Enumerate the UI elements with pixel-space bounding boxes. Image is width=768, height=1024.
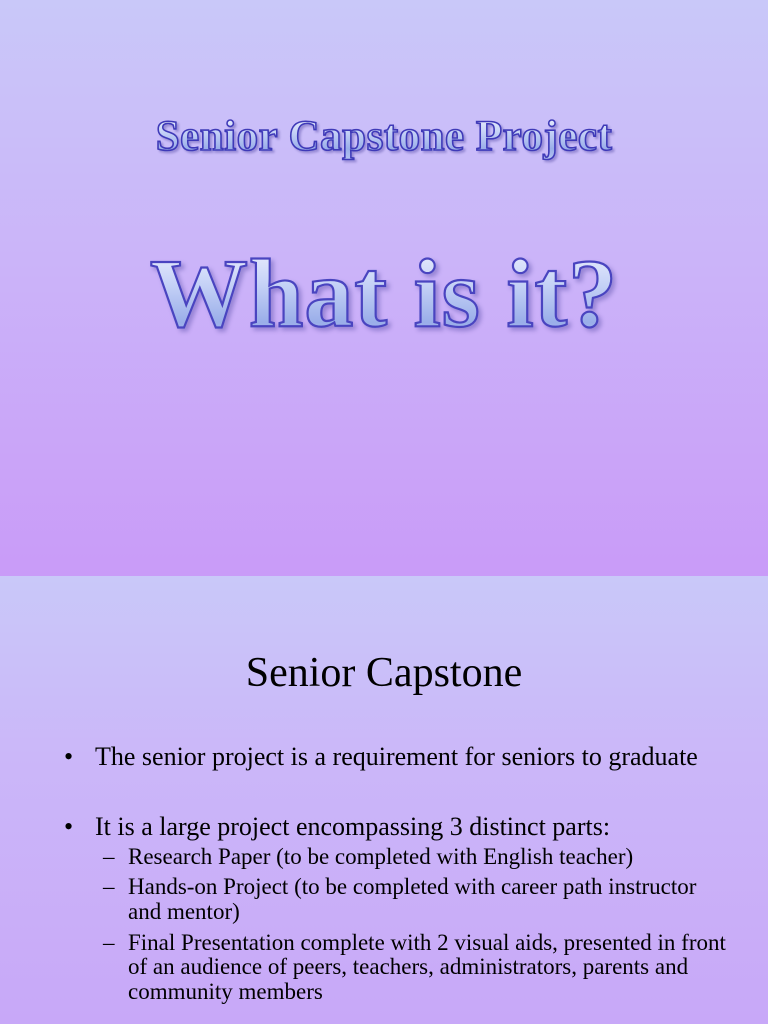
bullet-icon: •: [64, 742, 74, 771]
sub-bullet-text: Hands-on Project (to be completed with career path instructor and mentor): [128, 874, 697, 924]
dash-icon: –: [103, 874, 115, 900]
sub-bullet-text: Final Presentation complete with 2 visual aids, presented in front of an audience of peers, teachers, administrators, parents and community members: [128, 929, 726, 1004]
sub-bullet-item: [95, 845, 728, 870]
bullet-item: [0, 812, 768, 1005]
sub-bullet-list: [95, 845, 728, 1005]
sub-bullet-item: [95, 875, 728, 924]
slide-2-title: Senior Capstone: [245, 650, 523, 696]
dash-icon: –: [103, 843, 115, 869]
bullet-icon: •: [64, 811, 74, 841]
wordart-subtitle: Senior Capstone Project: [0, 112, 768, 161]
bullet-text: The senior project is a requirement for seniors to graduate: [95, 742, 698, 771]
dash-icon: –: [103, 929, 115, 955]
wordart-title: What is it?: [0, 238, 768, 350]
bullet-item: [0, 742, 768, 772]
bullet-text: It is a large project encompassing 3 distinct parts:: [95, 811, 611, 841]
sub-bullet-text: Research Paper (to be completed with English teacher): [128, 843, 634, 869]
sub-bullet-item: [95, 931, 728, 1005]
bullet-list: [0, 742, 768, 1010]
